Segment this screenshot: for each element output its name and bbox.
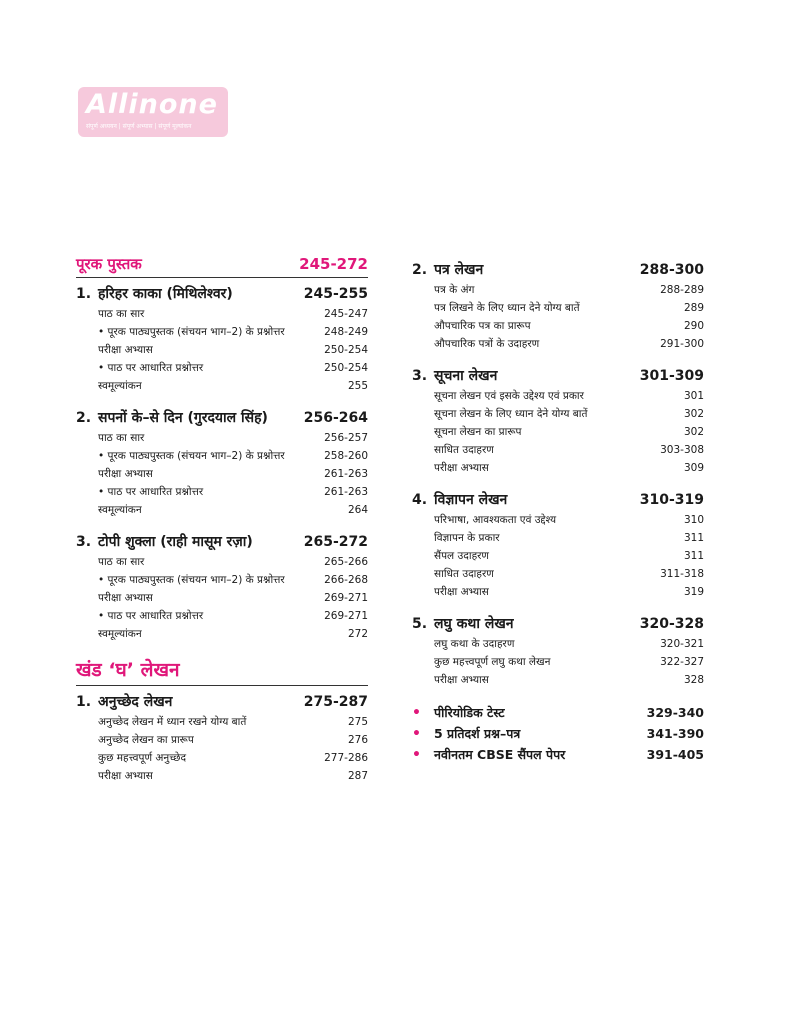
toc-entry [434, 281, 704, 299]
chapter-pages: 310-319 [639, 492, 704, 508]
entry-label: लघु कथा के उदाहरण [434, 638, 515, 650]
entry-label: स्वमूल्यांकन [98, 628, 142, 640]
entry-label: विज्ञापन के प्रकार [434, 532, 500, 544]
toc-entry [98, 607, 368, 625]
entry-pages: 288-289 [660, 284, 704, 296]
entry-label: कुछ महत्त्वपूर्ण लघु कथा लेखन [434, 656, 551, 668]
entry-label: परीक्षा अभ्यास [434, 674, 489, 686]
toc-entry [98, 323, 368, 341]
bullet-icon: • [412, 747, 421, 763]
section-divider [76, 277, 368, 278]
entry-label: परिभाषा, आवश्यकता एवं उद्देश्य [434, 514, 557, 526]
chapter-title: सपनों के–से दिन (गुरदयाल सिंह) [98, 410, 268, 426]
chapter-entries [98, 305, 368, 395]
entry-label: पत्र लिखने के लिए ध्यान देने योग्य बातें [434, 302, 580, 314]
entry-pages: 275 [347, 716, 368, 728]
extra-section-row [412, 723, 704, 744]
extra-heading [412, 744, 565, 766]
chapter-heading [412, 490, 507, 509]
chapter-title-row [76, 532, 368, 551]
chapter-pages: 265-272 [303, 534, 368, 550]
entry-pages: 255 [347, 380, 368, 392]
bullet-icon: • [412, 705, 421, 721]
entry-label: औपचारिक पत्र का प्रारूप [434, 320, 531, 332]
chapter-title: सूचना लेखन [434, 368, 498, 384]
entry-label: साधित उदाहरण [434, 568, 494, 580]
entry-label: परीक्षा अभ्यास [434, 586, 489, 598]
chapter-pages: 320-328 [639, 616, 704, 632]
chapter-title: टोपी शुक्ला (राही मासूम रज़ा) [98, 534, 253, 550]
chapter-title-row [76, 408, 368, 427]
entry-label: • पूरक पाठ्यपुस्तक (संचयन भाग–2) के प्रश्नोत्तर [98, 450, 285, 462]
toc-entry [434, 565, 704, 583]
chapter-entries [434, 281, 704, 353]
chapter-title-row [412, 614, 704, 633]
chapter-title: लघु कथा लेखन [434, 616, 514, 632]
chapter-number: 5. [412, 616, 428, 632]
entry-pages: 310 [683, 514, 704, 526]
toc-entry [98, 553, 368, 571]
entry-label: पाठ का सार [98, 432, 145, 444]
chapter-number: 2. [76, 410, 92, 426]
toc-entry [434, 653, 704, 671]
toc-entry [434, 335, 704, 353]
entry-label: सूचना लेखन के लिए ध्यान देने योग्य बातें [434, 408, 588, 420]
chapter-number: 3. [412, 368, 428, 384]
entry-label: • पूरक पाठ्यपुस्तक (संचयन भाग–2) के प्रश्नोत्तर [98, 326, 285, 338]
chapter-title-row [412, 366, 704, 385]
chapter-entries [434, 511, 704, 601]
extra-heading [412, 723, 520, 745]
toc-entry [98, 731, 368, 749]
extra-label: पीरियोडिक टेस्ट [434, 705, 505, 720]
extra-pages: 329-340 [646, 705, 704, 720]
toc-entry [434, 511, 704, 529]
chapter-pages: 256-264 [303, 410, 368, 426]
entry-pages: 320-321 [660, 638, 704, 650]
entry-pages: 309 [683, 462, 704, 474]
chapter-number: 1. [76, 694, 92, 710]
toc-entry [98, 341, 368, 359]
brand-logo [78, 87, 228, 137]
toc-entry [98, 713, 368, 731]
entry-pages: 290 [683, 320, 704, 332]
entry-pages: 248-249 [324, 326, 368, 338]
entry-pages: 250-254 [324, 344, 368, 356]
toc-entry [98, 749, 368, 767]
entry-label: सैंपल उदाहरण [434, 550, 490, 562]
entry-pages: 261-263 [324, 486, 368, 498]
chapter-number: 2. [412, 262, 428, 278]
lekhan-chapters [412, 260, 704, 689]
entry-pages: 265-266 [324, 556, 368, 568]
entry-pages: 311-318 [660, 568, 704, 580]
entry-label: परीक्षा अभ्यास [434, 462, 489, 474]
chapter-pages: 245-255 [303, 286, 368, 302]
entry-label: कुछ महत्त्वपूर्ण अनुच्छेद [98, 752, 187, 764]
entry-pages: 302 [683, 426, 704, 438]
entry-pages: 319 [683, 586, 704, 598]
entry-label: परीक्षा अभ्यास [98, 344, 153, 356]
chapter-number: 1. [76, 286, 92, 302]
toc-entry [98, 625, 368, 643]
entry-pages: 287 [347, 770, 368, 782]
chapter-heading [76, 284, 233, 303]
toc-entry [98, 359, 368, 377]
entry-label: अनुच्छेद लेखन का प्रारूप [98, 734, 194, 746]
section-pages: 245-272 [299, 255, 368, 273]
toc-entry [98, 483, 368, 501]
toc-entry [98, 571, 368, 589]
chapter-title-row [76, 284, 368, 303]
chapter-entries [98, 713, 368, 785]
chapter-heading [412, 366, 497, 385]
chapter-number: 4. [412, 492, 428, 508]
entry-pages: 289 [683, 302, 704, 314]
toc-entry [434, 441, 704, 459]
entry-pages: 322-327 [660, 656, 704, 668]
toc-entry [98, 767, 368, 785]
toc-entry [434, 547, 704, 565]
section-title: पूरक पुस्तक [76, 255, 142, 273]
toc-entry [98, 429, 368, 447]
toc-entry [434, 317, 704, 335]
entry-label: • पूरक पाठ्यपुस्तक (संचयन भाग–2) के प्रश्नोत्तर [98, 574, 285, 586]
section-header-purak [76, 254, 368, 274]
entry-label: • पाठ पर आधारित प्रश्नोत्तर [98, 362, 204, 374]
chapter-title: हरिहर काका (मिथिलेश्वर) [98, 286, 233, 302]
entry-label: साधित उदाहरण [434, 444, 494, 456]
entry-pages: 256-257 [324, 432, 368, 444]
entry-pages: 311 [683, 532, 704, 544]
entry-pages: 245-247 [324, 308, 368, 320]
entry-label: स्वमूल्यांकन [98, 504, 142, 516]
toc-entry [434, 299, 704, 317]
chapter-pages: 275-287 [303, 694, 368, 710]
toc-entry [98, 305, 368, 323]
toc-entry [434, 405, 704, 423]
entry-pages: 311 [683, 550, 704, 562]
entry-label: अनुच्छेद लेखन में ध्यान रखने योग्य बातें [98, 716, 247, 728]
entry-pages: 266-268 [324, 574, 368, 586]
extra-section-row [412, 702, 704, 723]
toc-entry [434, 529, 704, 547]
khand-divider [76, 685, 368, 686]
entry-label: पाठ का सार [98, 308, 145, 320]
extra-heading [412, 702, 505, 724]
chapter-heading [76, 692, 172, 711]
entry-pages: 272 [347, 628, 368, 640]
entry-pages: 264 [347, 504, 368, 516]
entry-pages: 277-286 [324, 752, 368, 764]
khand-heading: खंड ‘घ’ लेखन [76, 659, 180, 681]
entry-pages: 291-300 [660, 338, 704, 350]
entry-pages: 250-254 [324, 362, 368, 374]
entry-label: परीक्षा अभ्यास [98, 468, 153, 480]
extra-sections [412, 702, 704, 765]
extra-section-row [412, 744, 704, 765]
entry-pages: 261-263 [324, 468, 368, 480]
entry-label: औपचारिक पत्रों के उदाहरण [434, 338, 540, 350]
entry-label: सूचना लेखन एवं इसके उद्देश्य एवं प्रकार [434, 390, 584, 402]
extra-label: 5 प्रतिदर्श प्रश्न–पत्र [434, 726, 521, 741]
entry-pages: 303-308 [660, 444, 704, 456]
entry-label: • पाठ पर आधारित प्रश्नोत्तर [98, 486, 204, 498]
chapter-title-row [412, 490, 704, 509]
toc-entry [434, 583, 704, 601]
chapter-heading [76, 532, 253, 551]
toc-entry [434, 671, 704, 689]
toc-entry [434, 459, 704, 477]
toc-entry [98, 465, 368, 483]
extra-pages: 391-405 [646, 747, 704, 762]
entry-pages: 302 [683, 408, 704, 420]
entry-pages: 328 [683, 674, 704, 686]
toc-right-column [412, 254, 704, 765]
entry-label: परीक्षा अभ्यास [98, 770, 153, 782]
entry-pages: 269-271 [324, 610, 368, 622]
purak-chapters [76, 284, 368, 643]
chapter-title: पत्र लेखन [434, 262, 484, 278]
entry-label: सूचना लेखन का प्रारूप [434, 426, 522, 438]
entry-label: स्वमूल्यांकन [98, 380, 142, 392]
chapter-number: 3. [76, 534, 92, 550]
logo-text: Allinone [86, 89, 218, 120]
entry-label: • पाठ पर आधारित प्रश्नोत्तर [98, 610, 204, 622]
extra-pages: 341-390 [646, 726, 704, 741]
bullet-icon: • [412, 726, 421, 742]
toc-left-column [76, 254, 368, 798]
chapter-entries [98, 429, 368, 519]
chapter-pages: 301-309 [639, 368, 704, 384]
chapter-title-row [76, 692, 368, 711]
entry-pages: 269-271 [324, 592, 368, 604]
chapter-entries [434, 387, 704, 477]
toc-entry [98, 377, 368, 395]
entry-label: पाठ का सार [98, 556, 145, 568]
chapter-heading [412, 260, 483, 279]
toc-entry [434, 635, 704, 653]
toc-entry [98, 501, 368, 519]
toc-entry [434, 423, 704, 441]
khand-chapters [76, 692, 368, 785]
chapter-entries [434, 635, 704, 689]
chapter-entries [98, 553, 368, 643]
chapter-heading [76, 408, 268, 427]
toc-entry [98, 447, 368, 465]
entry-pages: 258-260 [324, 450, 368, 462]
entry-label: परीक्षा अभ्यास [98, 592, 153, 604]
chapter-heading [412, 614, 514, 633]
entry-label: पत्र के अंग [434, 284, 475, 296]
chapter-title: अनुच्छेद लेखन [98, 694, 173, 710]
entry-pages: 301 [683, 390, 704, 402]
chapter-title-row [412, 260, 704, 279]
toc-entry [434, 387, 704, 405]
logo-tagline: संपूर्ण अध्ययन | संपूर्ण अभ्यास | संपूर्ण मूल्यांकन [86, 123, 192, 130]
extra-label: नवीनतम CBSE सैंपल पेपर [434, 747, 566, 762]
toc-entry [98, 589, 368, 607]
chapter-title: विज्ञापन लेखन [434, 492, 508, 508]
entry-pages: 276 [347, 734, 368, 746]
chapter-pages: 288-300 [639, 262, 704, 278]
